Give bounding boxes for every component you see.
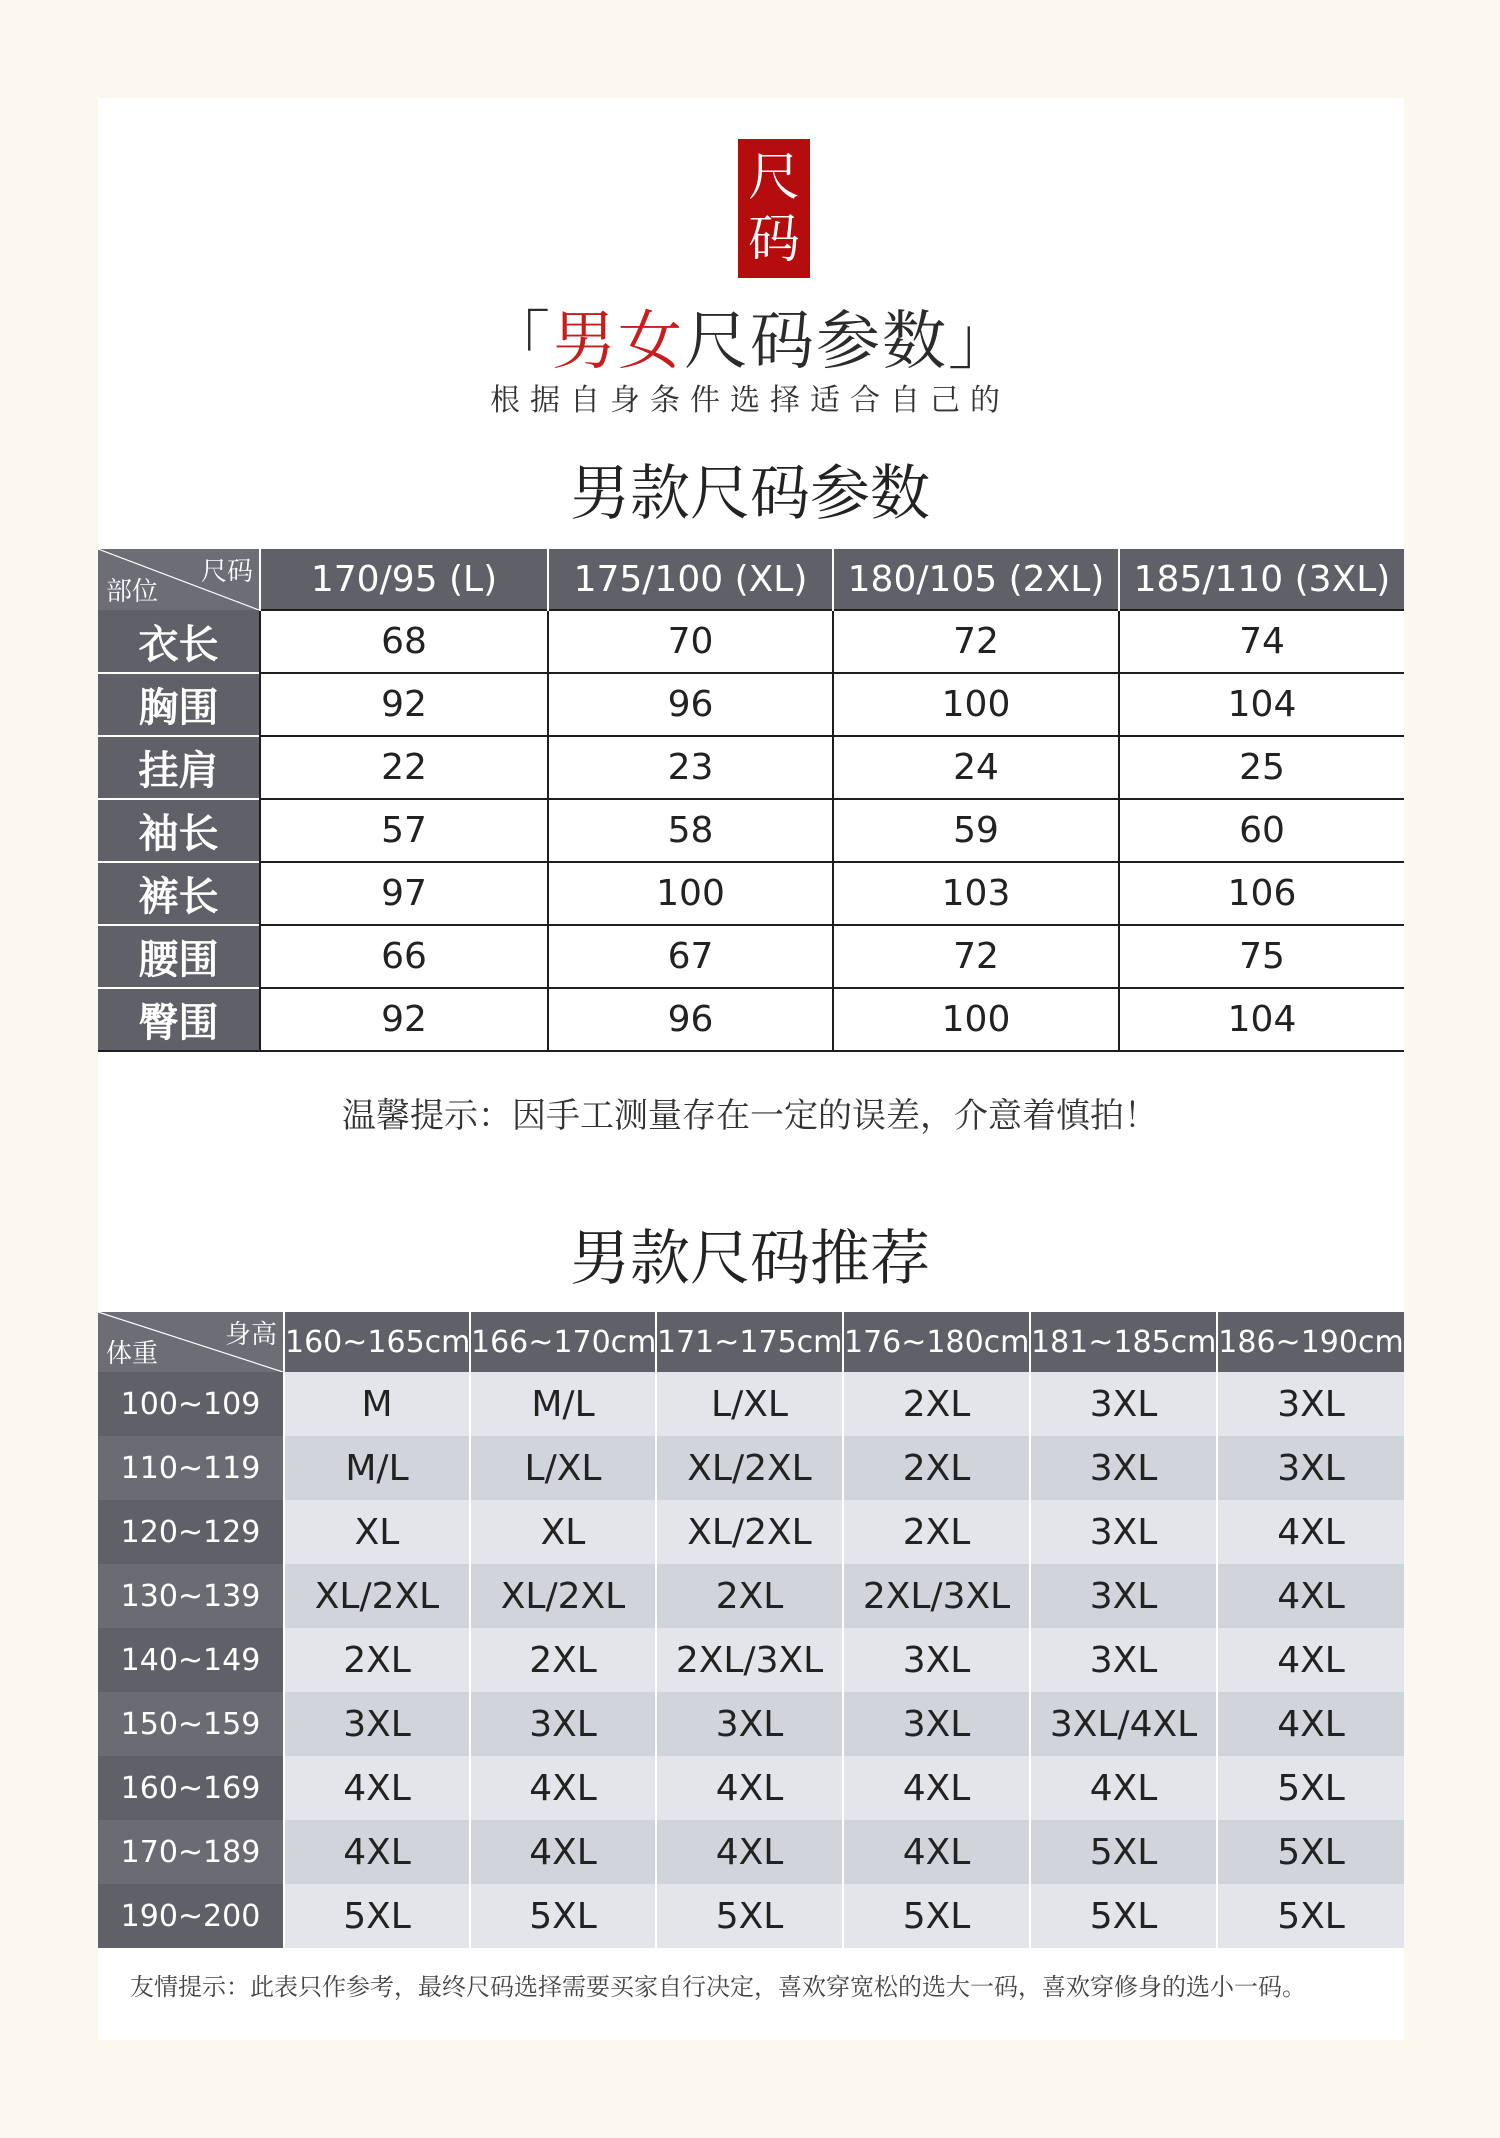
table-cell: 3XL xyxy=(1217,1372,1404,1436)
corner-bottom-label: 部位 xyxy=(106,577,159,607)
table-cell: 5XL xyxy=(1217,1756,1404,1820)
table-cell: 5XL xyxy=(1217,1820,1404,1884)
table-cell: 68 xyxy=(260,610,548,673)
table-row xyxy=(98,610,1404,673)
table-cell: 3XL xyxy=(1030,1372,1217,1436)
table-cell: 103 xyxy=(833,862,1119,925)
row-header: 胸围 xyxy=(98,673,260,736)
table-cell: 5XL xyxy=(1030,1820,1217,1884)
title-close-bracket: 」 xyxy=(948,305,1014,379)
row-header: 140~149 xyxy=(98,1628,284,1692)
table-cell: 5XL xyxy=(656,1884,843,1948)
table-cell: 22 xyxy=(260,736,548,799)
column-header: 176~180cm xyxy=(843,1312,1030,1372)
men-params-title: 男款尺码参数 xyxy=(570,459,930,529)
table-cell: 59 xyxy=(833,799,1119,862)
table-cell: XL/2XL xyxy=(284,1564,470,1628)
column-header: 181~185cm xyxy=(1030,1312,1217,1372)
column-header: 160~165cm xyxy=(284,1312,470,1372)
table-cell: 4XL xyxy=(284,1820,470,1884)
table-cell: 3XL xyxy=(1030,1436,1217,1500)
table-cell: 106 xyxy=(1119,862,1404,925)
row-header: 110~119 xyxy=(98,1436,284,1500)
table-cell: 72 xyxy=(833,610,1119,673)
table-cell: 4XL xyxy=(1217,1692,1404,1756)
table-cell: 66 xyxy=(260,925,548,988)
table-cell: 3XL xyxy=(843,1692,1030,1756)
title-highlight: 男女 xyxy=(552,305,684,379)
table-row xyxy=(98,1820,1404,1884)
corner-top-label: 身高 xyxy=(224,1320,277,1350)
table-cell: 96 xyxy=(548,673,833,736)
table-cell: 2XL/3XL xyxy=(843,1564,1030,1628)
table-cell: L/XL xyxy=(470,1436,656,1500)
table-cell: 25 xyxy=(1119,736,1404,799)
table-cell: 3XL xyxy=(1030,1628,1217,1692)
table-cell: 2XL xyxy=(843,1500,1030,1564)
column-header: 170/95 (L) xyxy=(260,549,548,610)
badge-line-1: 尺 xyxy=(747,147,800,208)
row-header: 袖长 xyxy=(98,799,260,862)
table-cell: 3XL xyxy=(1217,1436,1404,1500)
table-cell: M/L xyxy=(284,1436,470,1500)
table-row xyxy=(98,1692,1404,1756)
table-cell: 3XL xyxy=(1030,1564,1217,1628)
table-cell: 4XL xyxy=(843,1756,1030,1820)
table-cell: 74 xyxy=(1119,610,1404,673)
table-cell: XL xyxy=(284,1500,470,1564)
men-recommend-tip: 友情提示：此表只作参考，最终尺码选择需要买家自行决定，喜欢穿宽松的选大一码，喜欢穿修身的选小一码。 xyxy=(130,1973,1306,2001)
row-header: 190~200 xyxy=(98,1884,284,1948)
table-cell: 75 xyxy=(1119,925,1404,988)
row-header: 150~159 xyxy=(98,1692,284,1756)
table-row xyxy=(98,1436,1404,1500)
table-cell: 4XL xyxy=(470,1756,656,1820)
table-cell: XL/2XL xyxy=(656,1500,843,1564)
table-row xyxy=(98,799,1404,862)
table-row xyxy=(98,673,1404,736)
table-row xyxy=(98,925,1404,988)
corner-cell xyxy=(98,549,260,610)
table-cell: M xyxy=(284,1372,470,1436)
table-cell: 92 xyxy=(260,673,548,736)
table-cell: 58 xyxy=(548,799,833,862)
row-header: 130~139 xyxy=(98,1564,284,1628)
table-cell: 3XL xyxy=(843,1628,1030,1692)
table-cell: 2XL xyxy=(470,1628,656,1692)
table-cell: 3XL xyxy=(1030,1500,1217,1564)
badge-line-2: 码 xyxy=(747,209,800,270)
column-header: 186~190cm xyxy=(1217,1312,1404,1372)
table-cell: 5XL xyxy=(284,1884,470,1948)
size-badge xyxy=(738,139,810,278)
column-header: 171~175cm xyxy=(656,1312,843,1372)
table-cell: 4XL xyxy=(1217,1500,1404,1564)
table-row xyxy=(98,988,1404,1051)
table-cell: 4XL xyxy=(1030,1756,1217,1820)
column-header: 185/110 (3XL) xyxy=(1119,549,1404,610)
table-cell: 3XL xyxy=(284,1692,470,1756)
table-cell: 100 xyxy=(833,988,1119,1051)
row-header: 160~169 xyxy=(98,1756,284,1820)
table-row xyxy=(98,1884,1404,1948)
men-params-table xyxy=(98,549,1404,1052)
table-cell: 96 xyxy=(548,988,833,1051)
table-row xyxy=(98,1500,1404,1564)
header-row xyxy=(98,1312,1404,1372)
table-cell: 104 xyxy=(1119,673,1404,736)
corner-cell xyxy=(98,1312,284,1372)
table-cell: 4XL xyxy=(843,1820,1030,1884)
table-cell: XL/2XL xyxy=(470,1564,656,1628)
header-row xyxy=(98,549,1404,610)
table-cell: 60 xyxy=(1119,799,1404,862)
row-header: 170~189 xyxy=(98,1820,284,1884)
table-cell: 2XL xyxy=(284,1628,470,1692)
table-cell: 5XL xyxy=(1030,1884,1217,1948)
table-cell: 4XL xyxy=(656,1756,843,1820)
table-row xyxy=(98,1756,1404,1820)
row-header: 120~129 xyxy=(98,1500,284,1564)
row-header: 腰围 xyxy=(98,925,260,988)
table-cell: 3XL xyxy=(656,1692,843,1756)
table-cell: 5XL xyxy=(470,1884,656,1948)
table-cell: L/XL xyxy=(656,1372,843,1436)
men-recommend-table xyxy=(98,1312,1404,1948)
table-cell: 4XL xyxy=(470,1820,656,1884)
row-header: 衣长 xyxy=(98,610,260,673)
table-cell: 24 xyxy=(833,736,1119,799)
table-cell: 4XL xyxy=(1217,1628,1404,1692)
men-recommend-title: 男款尺码推荐 xyxy=(570,1224,930,1294)
corner-top-label: 尺码 xyxy=(200,557,253,587)
table-row xyxy=(98,862,1404,925)
table-cell: 4XL xyxy=(284,1756,470,1820)
table-cell: 3XL/4XL xyxy=(1030,1692,1217,1756)
table-cell: 72 xyxy=(833,925,1119,988)
table-cell: 2XL/3XL xyxy=(656,1628,843,1692)
table-cell: 4XL xyxy=(1217,1564,1404,1628)
table-cell: 97 xyxy=(260,862,548,925)
table-cell: 67 xyxy=(548,925,833,988)
table-cell: 2XL xyxy=(843,1372,1030,1436)
corner-bottom-label: 体重 xyxy=(106,1339,159,1369)
table-row xyxy=(98,1372,1404,1436)
row-header: 100~109 xyxy=(98,1372,284,1436)
table-cell: M/L xyxy=(470,1372,656,1436)
column-header: 166~170cm xyxy=(470,1312,656,1372)
table-row xyxy=(98,736,1404,799)
table-cell: 70 xyxy=(548,610,833,673)
row-header: 臀围 xyxy=(98,988,260,1051)
table-cell: 5XL xyxy=(1217,1884,1404,1948)
table-cell: 2XL xyxy=(656,1564,843,1628)
table-cell: 57 xyxy=(260,799,548,862)
column-header: 175/100 (XL) xyxy=(548,549,833,610)
table-cell: 23 xyxy=(548,736,833,799)
title-rest: 尺码参数 xyxy=(684,305,948,379)
table-cell: 2XL xyxy=(843,1436,1030,1500)
row-header: 挂肩 xyxy=(98,736,260,799)
table-cell: XL xyxy=(470,1500,656,1564)
table-cell: 104 xyxy=(1119,988,1404,1051)
table-cell: 4XL xyxy=(656,1820,843,1884)
table-row xyxy=(98,1564,1404,1628)
table-row xyxy=(98,1628,1404,1692)
table-cell: 5XL xyxy=(843,1884,1030,1948)
men-params-tip: 温馨提示：因手工测量存在一定的误差，介意着慎拍！ xyxy=(342,1096,1158,1136)
table-cell: XL/2XL xyxy=(656,1436,843,1500)
row-header: 裤长 xyxy=(98,862,260,925)
title-open-bracket: 「 xyxy=(486,305,552,379)
table-cell: 92 xyxy=(260,988,548,1051)
table-cell: 100 xyxy=(548,862,833,925)
column-header: 180/105 (2XL) xyxy=(833,549,1119,610)
table-cell: 100 xyxy=(833,673,1119,736)
table-cell: 3XL xyxy=(470,1692,656,1756)
subtitle: 根据自身条件选择适合自己的 xyxy=(490,383,1010,418)
main-title xyxy=(0,290,1500,382)
